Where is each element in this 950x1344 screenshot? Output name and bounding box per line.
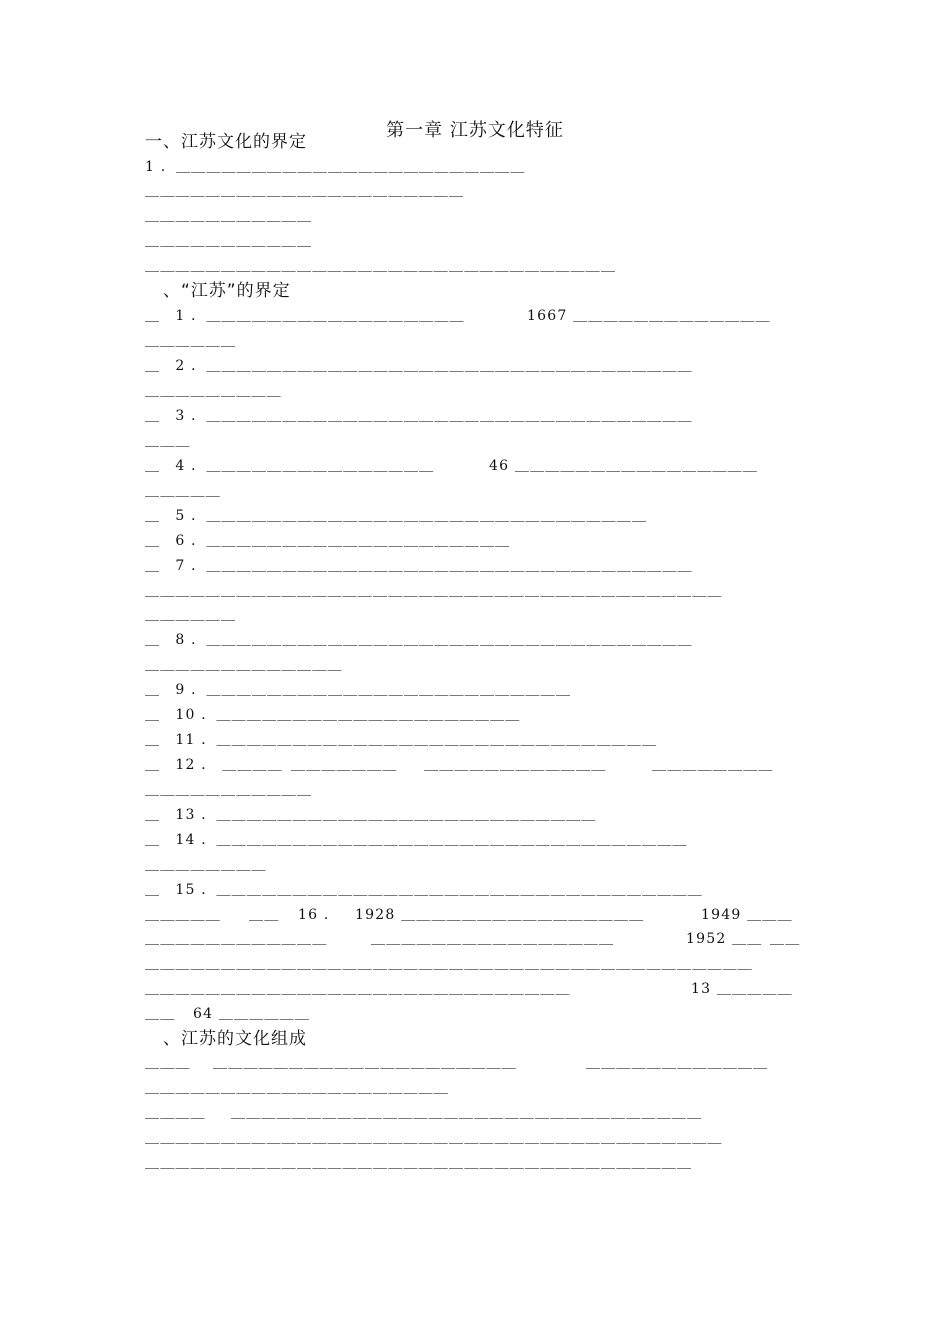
text-segment: ＿＿＿＿＿＿＿＿＿＿＿＿	[424, 757, 607, 773]
text-line: ＿ 6 ．＿＿＿＿＿＿＿＿＿＿＿＿＿＿＿＿＿＿＿＿	[145, 533, 511, 549]
text-line: ＿＿＿＿＿＿	[145, 607, 237, 623]
text-line: ＿ 13 ．＿＿＿＿＿＿＿＿＿＿＿＿＿＿＿＿＿＿＿＿＿＿＿＿＿	[145, 807, 597, 823]
text-segment: ＿＿＿＿＿＿＿＿	[652, 757, 774, 773]
text-line: ＿＿＿＿＿＿＿＿	[145, 857, 267, 873]
text-segment: ＿＿＿＿＿＿＿＿＿＿＿＿＿＿＿＿＿＿＿＿	[213, 1055, 517, 1071]
text-line: ＿ 2 ．＿＿＿＿＿＿＿＿＿＿＿＿＿＿＿＿＿＿＿＿＿＿＿＿＿＿＿＿＿＿＿＿	[145, 358, 693, 374]
text-segment: 1667 ＿＿＿＿＿＿＿＿＿＿＿＿＿	[527, 308, 771, 324]
text-segment: ＿＿＿＿＿＿＿＿＿＿＿＿＿＿＿＿	[371, 931, 615, 947]
text-line: ＿＿＿＿＿＿＿＿＿＿＿＿＿＿＿＿＿＿＿＿＿＿＿＿＿＿＿＿＿＿＿＿＿＿＿＿＿＿＿＿	[145, 956, 753, 972]
text-line: ＿＿＿＿＿＿＿＿＿＿＿＿＿＿＿＿＿＿＿＿＿	[145, 183, 465, 199]
text-line: ＿ 15 ．＿＿＿＿＿＿＿＿＿＿＿＿＿＿＿＿＿＿＿＿＿＿＿＿＿＿＿＿＿＿＿＿	[145, 882, 703, 898]
text-line: ＿＿＿＿＿＿＿＿＿＿＿＿＿＿＿＿＿＿＿＿＿＿＿＿＿＿＿＿＿＿＿＿＿＿＿＿＿＿	[145, 1130, 723, 1146]
text-segment: 1928 ＿＿＿＿＿＿＿＿＿＿＿＿＿＿＿＿	[355, 907, 645, 923]
text-line: ＿＿＿＿＿＿＿＿＿＿＿＿＿＿＿＿＿＿＿＿＿＿＿＿＿＿＿＿＿＿＿＿＿＿＿＿＿＿	[145, 583, 723, 599]
text-line: ＿ 3 ．＿＿＿＿＿＿＿＿＿＿＿＿＿＿＿＿＿＿＿＿＿＿＿＿＿＿＿＿＿＿＿＿	[145, 408, 693, 424]
text-line: ＿＿＿	[145, 433, 191, 449]
text-segment: ＿＿＿	[145, 1055, 191, 1071]
text-line: ＿ 11 ．＿＿＿＿＿＿＿＿＿＿＿＿＿＿＿＿＿＿＿＿＿＿＿＿＿＿＿＿＿	[145, 732, 658, 748]
text-line: ＿＿＿＿＿＿＿＿＿	[145, 383, 282, 399]
text-line: ＿ 5 ．＿＿＿＿＿＿＿＿＿＿＿＿＿＿＿＿＿＿＿＿＿＿＿＿＿＿＿＿＿	[145, 508, 648, 524]
section-heading: 、“江苏”的界定	[145, 281, 291, 301]
text-line: ＿ 7 ．＿＿＿＿＿＿＿＿＿＿＿＿＿＿＿＿＿＿＿＿＿＿＿＿＿＿＿＿＿＿＿＿	[145, 558, 693, 574]
text-segment: ＿＿＿＿＿＿＿＿＿＿＿＿＿＿＿＿＿＿＿＿＿＿＿＿＿＿＿＿＿＿＿	[231, 1105, 703, 1121]
text-line: ＿＿＿＿＿＿	[145, 333, 237, 349]
text-segment: ＿＿＿＿＿＿＿	[291, 757, 398, 773]
text-segment: ＿＿＿＿＿＿＿＿＿＿＿＿＿＿＿＿＿＿＿＿＿＿＿＿＿＿＿＿	[145, 981, 571, 997]
text-line: ＿＿＿＿＿＿＿＿＿＿＿＿＿＿＿＿＿＿＿＿＿＿＿＿＿＿＿＿＿＿＿	[145, 258, 617, 274]
text-segment: 64 ＿＿＿＿＿＿	[193, 1006, 311, 1022]
text-segment: 46 ＿＿＿＿＿＿＿＿＿＿＿＿＿＿＿＿	[489, 458, 759, 474]
text-segment: ＿＿	[145, 1006, 176, 1022]
text-segment: ＿＿＿＿	[145, 1105, 206, 1121]
text-line: ＿ 14 ．＿＿＿＿＿＿＿＿＿＿＿＿＿＿＿＿＿＿＿＿＿＿＿＿＿＿＿＿＿＿＿	[145, 832, 688, 848]
text-segment: ＿＿＿＿＿＿＿＿＿＿＿＿	[586, 1055, 769, 1071]
page-title: 第一章 江苏文化特征	[386, 120, 564, 141]
text-segment: ＿ 1 ．＿＿＿＿＿＿＿＿＿＿＿＿＿＿＿＿＿	[145, 308, 465, 324]
text-segment: ＿ 4 ．＿＿＿＿＿＿＿＿＿＿＿＿＿＿＿	[145, 458, 435, 474]
text-segment: 1949 ＿＿＿	[701, 907, 793, 923]
text-segment: ＿＿＿＿＿	[145, 907, 221, 923]
section-heading: 、江苏的文化组成	[145, 1029, 307, 1049]
section-heading: 一、江苏文化的界定	[145, 132, 307, 152]
text-segment: ＿ 12 ． ＿＿＿＿	[145, 757, 283, 773]
text-line: ＿＿＿＿＿	[145, 483, 221, 499]
text-line: ＿＿＿＿＿＿＿＿＿＿＿＿＿＿＿＿＿＿＿＿	[145, 1080, 449, 1096]
text-line: 1 ．＿＿＿＿＿＿＿＿＿＿＿＿＿＿＿＿＿＿＿＿＿＿＿	[145, 159, 526, 175]
text-line: ＿ 9 ．＿＿＿＿＿＿＿＿＿＿＿＿＿＿＿＿＿＿＿＿＿＿＿＿	[145, 682, 572, 698]
text-segment: ＿＿＿＿＿＿＿＿＿＿＿＿	[145, 931, 328, 947]
text-segment: ＿＿	[770, 931, 801, 947]
text-segment: 1952 ＿＿	[686, 931, 763, 947]
text-line: ＿ 10 ．＿＿＿＿＿＿＿＿＿＿＿＿＿＿＿＿＿＿＿＿	[145, 707, 521, 723]
text-line: ＿＿＿＿＿＿＿＿＿＿＿	[145, 208, 313, 224]
text-segment: 16 ．	[298, 907, 340, 923]
text-line: ＿＿＿＿＿＿＿＿＿＿＿＿＿	[145, 657, 343, 673]
text-segment: 13 ＿＿＿＿＿	[691, 981, 793, 997]
text-line: ＿＿＿＿＿＿＿＿＿＿＿＿＿＿＿＿＿＿＿＿＿＿＿＿＿＿＿＿＿＿＿＿＿＿＿＿	[145, 1155, 693, 1171]
text-line: ＿＿＿＿＿＿＿＿＿＿＿	[145, 782, 313, 798]
text-segment: ＿＿	[249, 907, 280, 923]
text-line: ＿ 8 ．＿＿＿＿＿＿＿＿＿＿＿＿＿＿＿＿＿＿＿＿＿＿＿＿＿＿＿＿＿＿＿＿	[145, 632, 693, 648]
text-line: ＿＿＿＿＿＿＿＿＿＿＿	[145, 233, 313, 249]
